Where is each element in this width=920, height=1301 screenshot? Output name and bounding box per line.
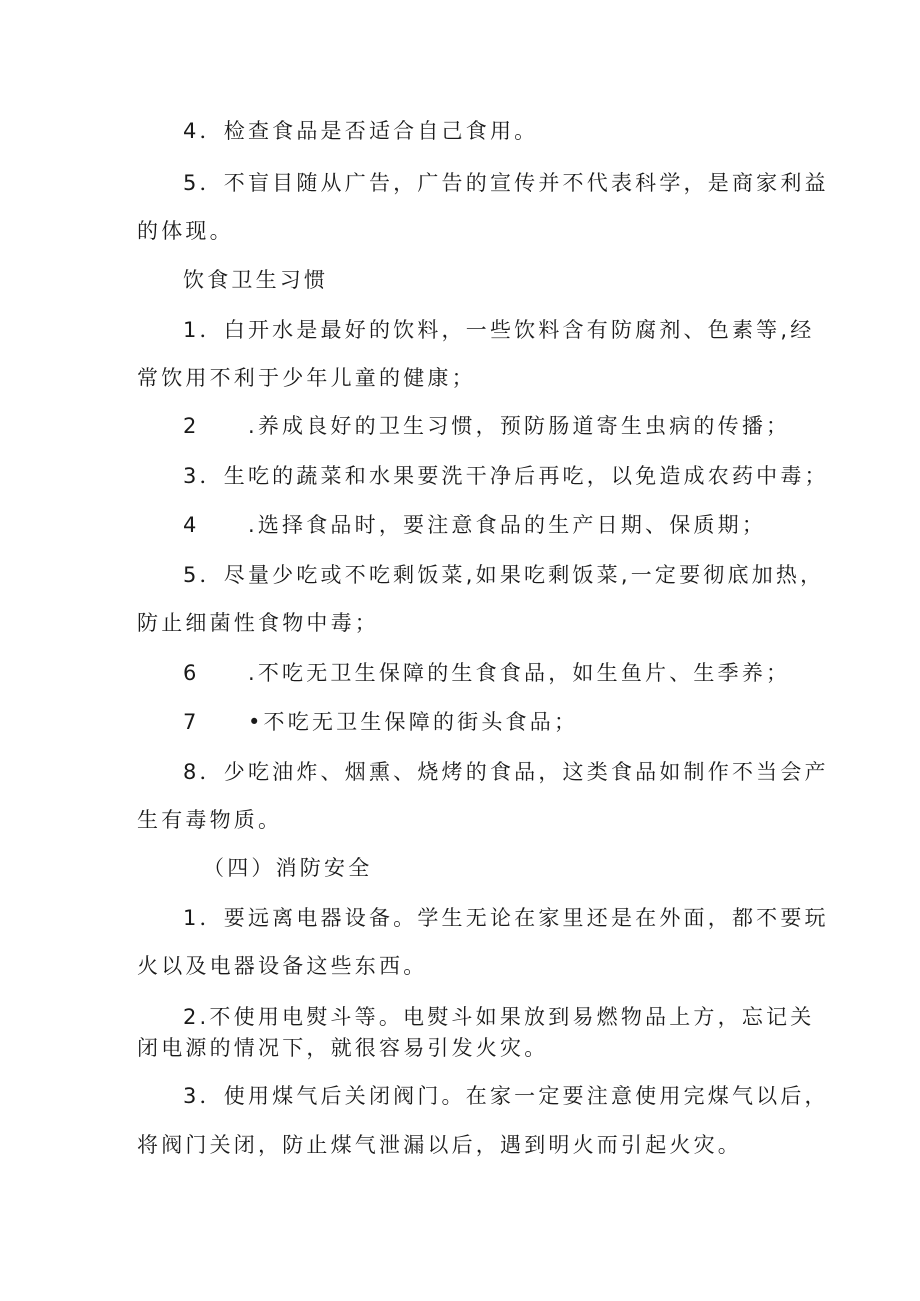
paragraph-line: 3．生吃的蔬菜和水果要洗干净后再吃，以免造成农药中毒； [183, 464, 829, 488]
paragraph-line: 的体现。 [137, 219, 234, 243]
paragraph-line: 4 .选择食品时，要注意食品的生产日期、保质期； [183, 513, 767, 537]
paragraph-line: 2.不使用电熨斗等。电熨斗如果放到易燃物品上方，忘记关 [183, 1005, 815, 1029]
paragraph-line: 防止细菌性食物中毒； [137, 611, 379, 635]
paragraph-line: 3．使用煤气后关闭阀门。在家一定要注意使用完煤气以后， [183, 1084, 829, 1108]
section-heading: （四）消防安全 [203, 856, 373, 880]
paragraph-line: 1．白开水是最好的饮料，一些饮料含有防腐剂、色素等,经 [183, 318, 815, 342]
paragraph-line: 生有毒物质。 [137, 808, 283, 832]
paragraph-line: 常饮用不利于少年儿童的健康； [137, 366, 476, 390]
paragraph-line: 2 .养成良好的卫生习惯，预防肠道寄生虫病的传播； [183, 414, 791, 438]
paragraph-line: 7 •不吃无卫生保障的街头食品； [183, 710, 579, 734]
paragraph-line: 闭电源的情况下，就很容易引发火灾。 [137, 1036, 549, 1060]
paragraph-line: 4．检查食品是否适合自己食用。 [183, 119, 539, 143]
paragraph-line: 火以及电器设备这些东西。 [137, 954, 428, 978]
paragraph-line: 5．不盲目随从广告，广告的宣传并不代表科学，是商家利益 [183, 171, 829, 195]
paragraph-line: 1．要远离电器设备。学生无论在家里还是在外面，都不要玩 [183, 906, 829, 930]
paragraph-line: 6 .不吃无卫生保障的生食食品，如生鱼片、生季养； [183, 661, 791, 685]
section-heading: 饮食卫生习惯 [183, 268, 329, 292]
paragraph-line: 将阀门关闭，防止煤气泄漏以后，遇到明火而引起火灾。 [137, 1133, 742, 1157]
paragraph-line: 5．尽量少吃或不吃剩饭菜,如果吃剩饭菜,一定要彻底加热， [183, 563, 825, 587]
paragraph-line: 8．少吃油炸、烟熏、烧烤的食品，这类食品如制作不当会产 [183, 760, 829, 784]
